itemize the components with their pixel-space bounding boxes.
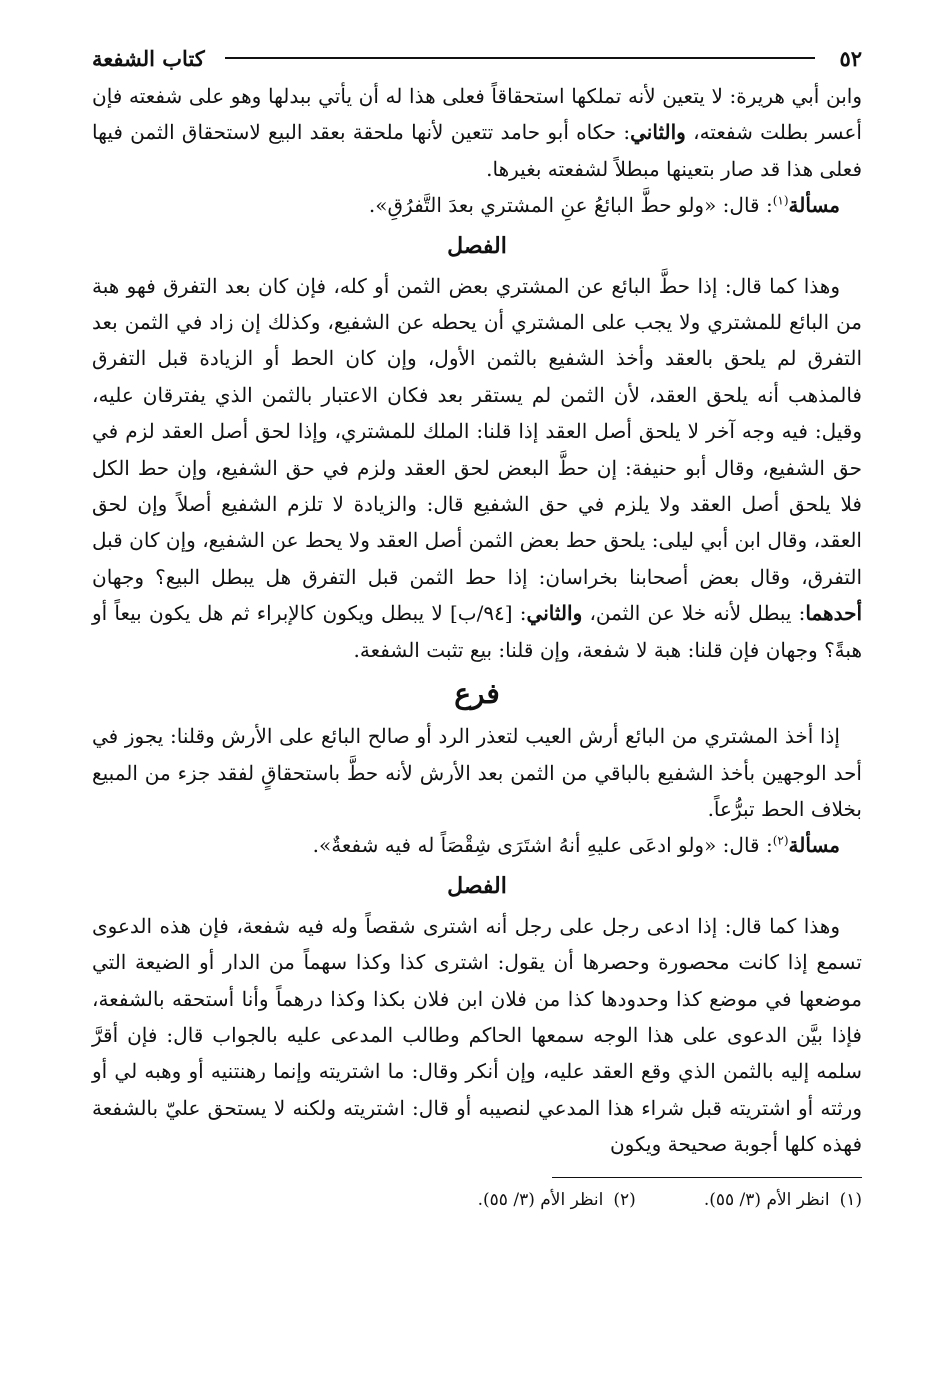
- footnote-2-number: (٢): [613, 1189, 636, 1210]
- footnote-1-number: (١): [839, 1189, 862, 1210]
- paragraph-2-bold-1: أحدهما: [805, 601, 863, 626]
- running-header: [92, 38, 862, 78]
- far-heading: فرع: [454, 677, 500, 711]
- page-number: ٥٢: [839, 45, 862, 71]
- paragraph-4: وهذا كما قال: إذا ادعى رجل على رجل أنه اشترى شقصاً وله فيه شفعة، فإن هذه الدعوى تسمع إذا كانت محصورة وحصرها أن يقول: اشترى كذا وكذا سهماً من الدار أو الضيعة التي موضعها في موضع كذا وحدودها كذا من فلان ابن فلان بكذا وكذا درهماً وأنا أستحقه بالشفعة، فإذا بيَّن الدعوى على هذا الوجه سمعها الحاكم وطالب المدعى عليه بالجواب قال: فإن أقرَّ سلمه إليه بالثمن الذي وقع العقد عليه، وإن أنكر وقال: ما اشتريته وإنما رهنتنيه أو وهبه لي أو ورثته أو اشتريته قبل شراء هذا المدعي لنصيبه أو قال: اشتريته ولكنه لا يستحق عليّ بالشفعة فهذه كلها أجوبة صحيحة ويكون: [92, 913, 863, 1157]
- paragraph-1-rest: : حكاه أبو حامد تتعين لأنها ملحقة بعقد البيع لاستحقاق الثمن فيها فعلى هذا قد صار بتعينها مبطلاً لشفعته بغيرها.: [92, 120, 862, 181]
- paragraph-1-bold: والثاني: [630, 120, 686, 145]
- paragraph-2-mid: : يبطل لأنه خلا عن الثمن،: [589, 601, 806, 626]
- footnote-2: [478, 1186, 636, 1214]
- section-heading-2: الفصل: [447, 872, 507, 899]
- masala-2-label: مسألة: [788, 833, 840, 858]
- masala-2: [92, 827, 862, 863]
- paragraph-1: [92, 78, 862, 187]
- masala-1-label: مسألة: [788, 193, 840, 218]
- masala-2-text: : قال: «ولو ادعَى عليهِ أنهُ اشتَرَى شِقْصَاً له فيه شفعةٌ».: [312, 833, 773, 858]
- book-title: كتاب الشفعة: [92, 45, 205, 71]
- masala-2-footnote-ref: (٢): [772, 833, 789, 848]
- footnote-1-text: انظر الأم (٣/ ٥٥).: [703, 1189, 830, 1210]
- header-rule: [225, 57, 816, 59]
- masala-1: [92, 187, 862, 223]
- paragraph-2: [92, 268, 862, 668]
- paragraph-2-bold-2: والثاني: [526, 601, 583, 626]
- footnote-rule: [552, 1177, 862, 1178]
- footnote-1: [704, 1186, 862, 1214]
- footnotes: [92, 1186, 862, 1214]
- section-heading-1: الفصل: [447, 232, 507, 259]
- masala-1-text: : قال: «ولو حطَّ البائعُ عنِ المشتري بعدَ التَّفرُقِ».: [368, 193, 773, 218]
- footnote-2-text: انظر الأم (٣/ ٥٥).: [477, 1189, 604, 1210]
- paragraph-2-text: وهذا كما قال: إذا حطَّ البائع عن المشتري بعض الثمن أو كله، فإن كان بعد التفرق فهو هبة من البائع للمشتري ولا يجب على المشتري أن يحطه عن الشفيع، وكذلك إن زاد في الثمن بعد التفرق لم يلحق بالعقد وأخذ الشفيع بالثمن الأول، وإن كان الحط أو الزيادة قبل التفرق فالمذهب أنه يلحق العقد، لأن الثمن لم يستقر بعد فكان الاعتبار بالثمن الذي يفترقان عليه، وقيل: فيه وجه آخر لا يلحق أصل العقد إذا قلنا: الملك للمشتري، وإذا لحق أصل العقد لزم في حق الشفيع، وقال أبو حنيفة: إن حطَّ البعض لحق العقد ولزم في حق الشفيع، وإن حط الكل فلا يلحق أصل العقد ولا يلزم في حق الشفيع قال: والزيادة لا تلزم الشفيع أصلاً وإن لحق العقد، وقال ابن أبي ليلى: يلحق حط بعض الثمن أصل العقد ولا يحط عن الشفيع، وإن كان قبل التفرق، وقال بعض أصحابنا بخراسان: إذا حط الثمن قبل التفرق هل يبطل البيع؟ وجهان: [92, 273, 862, 589]
- paragraph-2-end: : [٩٤/ب] لا يبطل ويكون كالإبراء ثم هل يكون بيعاً أو هبةً؟ وجهان فإن قلنا: هبة لا شفعة، وإن قلنا: بيع تثبت الشفعة.: [92, 601, 862, 662]
- paragraph-3: إذا أخذ المشتري من البائع أرش العيب لتعذر الرد أو صالح البائع على الأرش وقلنا: يجوز في أحد الوجهين بأخذ الشفيع بالباقي من الثمن بعد الأرش لأنه حطَّ باستحقاقٍ لفقد جزء من المبيع بخلاف الحط تبرُّعاً.: [92, 724, 862, 821]
- page: [92, 38, 862, 1214]
- masala-1-footnote-ref: (١): [772, 193, 789, 208]
- paragraph-1-text: وابن أبي هريرة: لا يتعين لأنه تملكها استحقاقاً فعلى هذا له أن يأتي ببدلها وهو على شفعته فإن أعسر بطلت شفعته،: [92, 84, 862, 145]
